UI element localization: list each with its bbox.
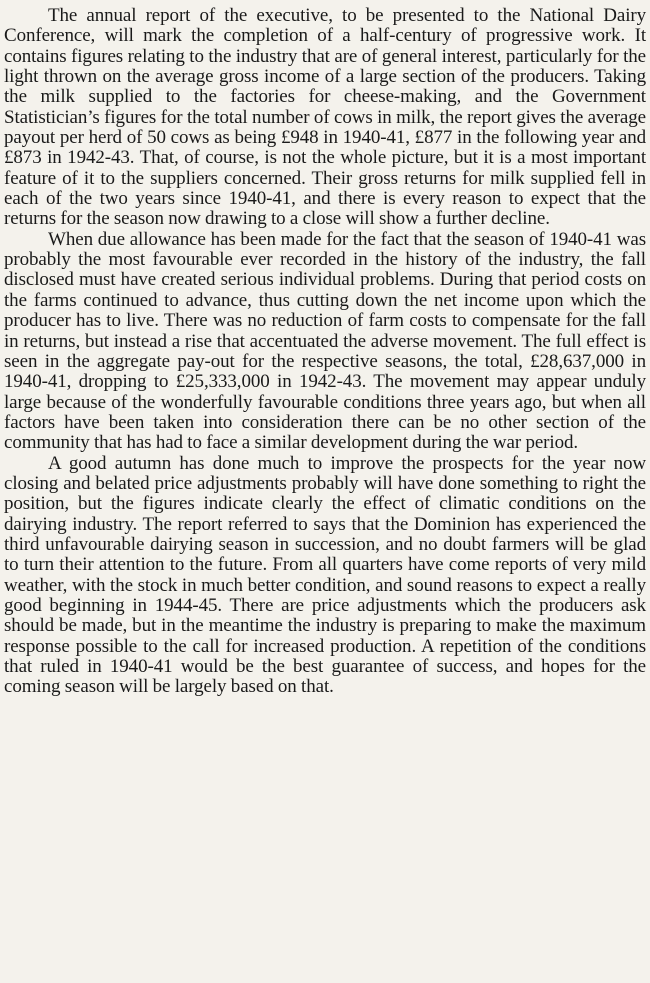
article-paragraph-1: The annual report of the executive, to be presented to the National Dairy Conference, will mark the completion of a half-century of progressive work. It contains figures relating to the industry that are of general interest, particularly for the light thrown on the average gross income of a large section of the producers. Taking the milk supplied to the factories for cheese-making, and the Government Statistician’s figures for the total number of cows in milk, the report gives the average payout per herd of 50 cows as being £948 in 1940-41, £877 in the following year and £873 in 1942-43. That, of course, is not the whole picture, but it is a most important feature of it to the suppliers concerned. Their gross returns for milk supplied fell in each of the two years since 1940-41, and there is every reason to expect that the returns for the season now drawing to a close will show a further decline. [4,5,646,230]
article-paragraph-3: A good autumn has done much to improve the prospects for the year now closing and belated price adjustments probably will have done something to right the position, but the figures indicate clearly the effect of climatic conditions on the dairying industry. The report referred to says that the Dominion has experienced the third unfavourable dairying season in succession, and no doubt farmers will be glad to turn their attention to the future. From all quarters have come reports of very mild weather, with the stock in much better condition, and sound reasons to expect a really good beginning in 1944-45. There are price adjustments which the producers ask should be made, but in the meantime the industry is preparing to make the maximum response possible to the call for increased production. A repetition of the conditions that ruled in 1940-41 would be the best guarantee of success, and hopes for the coming season will be largely based on that. [4,452,646,698]
article-body [4,6,646,698]
article-paragraph-2: When due allowance has been made for the fact that the season of 1940-41 was probably the most favourable ever recorded in the history of the industry, the fall disclosed must have created serious individual problems. During that period costs on the farms continued to advance, thus cutting down the net income upon which the producer has to live. There was no reduction of farm costs to compensate for the fall in returns, but instead a rise that accentuated the adverse movement. The full effect is seen in the aggregate pay-out for the respective seasons, the total, £28,637,000 in 1940-41, dropping to £25,333,000 in 1942-43. The movement may appear unduly large because of the wonderfully favourable conditions three years ago, but when all factors have been taken into consideration there can be no other section of the community that has had to face a similar development during the war period. [4,228,646,454]
